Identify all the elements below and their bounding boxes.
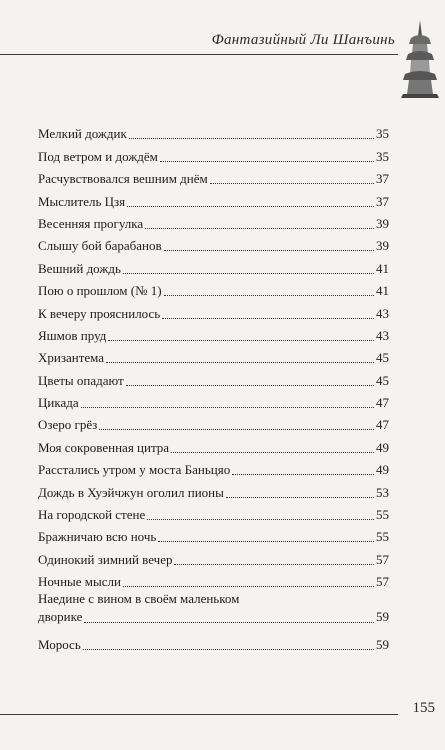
dot-leader <box>232 462 374 475</box>
toc-entry <box>38 545 389 567</box>
dot-leader <box>160 149 374 162</box>
pagoda-ornament-icon <box>401 18 439 98</box>
toc-entry-title: Дождь в Хуэйчжун оголил пионы <box>38 484 224 500</box>
toc-entry <box>38 366 389 388</box>
toc-entry-page: 37 <box>376 171 389 187</box>
dot-leader <box>171 440 374 453</box>
dot-leader <box>84 610 374 623</box>
dot-leader <box>162 306 374 319</box>
dot-leader <box>164 238 374 251</box>
toc-entry-page: 41 <box>376 260 389 276</box>
toc-entry <box>38 501 389 523</box>
dot-leader <box>108 328 374 341</box>
toc-entry-title: Весенняя прогулка <box>38 215 144 231</box>
toc-entry <box>38 568 389 590</box>
toc-entry-title: Морось <box>38 636 81 652</box>
toc-entry-title: Вешний дождь <box>38 260 121 276</box>
toc-entry-page: 45 <box>376 372 389 388</box>
toc-entry-title: Расчувствовался вешним днём <box>38 171 208 187</box>
toc-entry-page: 39 <box>376 238 389 254</box>
toc-entry-page: 41 <box>376 283 389 299</box>
dot-leader <box>106 350 374 363</box>
toc-entry-page: 53 <box>376 484 389 500</box>
toc-entry-title: Озеро грёз <box>38 417 98 433</box>
dot-leader <box>164 283 374 296</box>
toc-entry-title: Яшмов пруд <box>38 327 107 343</box>
toc-entry <box>38 232 389 254</box>
dot-leader <box>99 417 374 430</box>
dot-leader <box>158 529 374 542</box>
toc-entry-title: К вечеру прояснилось <box>38 305 161 321</box>
toc-entry-title: Мыслитель Цзя <box>38 193 126 209</box>
toc-entry-page: 57 <box>376 551 389 567</box>
toc-entry-page: 59 <box>376 609 389 625</box>
toc-entry-page: 37 <box>376 193 389 209</box>
header-rule <box>0 54 398 55</box>
toc-entry-title: Хризантема <box>38 350 105 366</box>
toc-entry-page: 43 <box>376 305 389 321</box>
toc-entry <box>38 254 389 276</box>
toc-entry <box>38 187 389 209</box>
toc-entry-title: Цветы опадают <box>38 372 124 388</box>
toc-entry-page: 35 <box>376 126 389 142</box>
toc-entry <box>38 344 389 366</box>
toc-entry-page: 49 <box>376 462 389 478</box>
toc-entry-title: На городской стене <box>38 507 146 523</box>
toc-entry <box>38 456 389 478</box>
table-of-contents <box>38 120 389 653</box>
toc-entry-page: 49 <box>376 439 389 455</box>
toc-entry <box>38 478 389 500</box>
toc-entry <box>38 299 389 321</box>
footer-rule <box>0 714 398 715</box>
toc-entry-title: Одинокий зимний вечер <box>38 551 173 567</box>
toc-entry-line2 <box>38 608 389 626</box>
dot-leader <box>147 507 374 520</box>
toc-entry-page: 55 <box>376 507 389 523</box>
toc-entry-title: Под ветром и дождём <box>38 148 158 164</box>
toc-entry-title: Слышу бой барабанов <box>38 238 162 254</box>
toc-entry-page: 43 <box>376 327 389 343</box>
toc-entry-title: Ночные мысли <box>38 574 121 590</box>
toc-entry-page: 55 <box>376 529 389 545</box>
toc-entry <box>38 411 389 433</box>
dot-leader <box>174 552 374 565</box>
dot-leader <box>145 216 374 229</box>
toc-entry <box>38 277 389 299</box>
toc-entry <box>38 389 389 411</box>
toc-entry-title: Мелкий дождик <box>38 126 127 142</box>
dot-leader <box>127 194 374 207</box>
page-number: 155 <box>412 700 435 716</box>
dot-leader <box>123 261 374 274</box>
toc-entry <box>38 165 389 187</box>
toc-entry-page: 59 <box>376 636 389 652</box>
toc-entry-page: 45 <box>376 350 389 366</box>
toc-entry <box>38 590 389 630</box>
toc-entry-title: Пою о прошлом (№ 1) <box>38 283 162 299</box>
toc-entry-page: 39 <box>376 215 389 231</box>
toc-entry-title: Бражничаю всю ночь <box>38 529 157 545</box>
toc-entry <box>38 433 389 455</box>
dot-leader <box>123 574 374 587</box>
toc-entry-title-line1: Наедине с вином в своём маленьком <box>38 591 240 607</box>
toc-entry-title: Цикада <box>38 395 79 411</box>
dot-leader <box>226 485 374 498</box>
toc-entry-page: 57 <box>376 574 389 590</box>
toc-entry <box>38 120 389 142</box>
dot-leader <box>83 637 374 650</box>
toc-entry <box>38 142 389 164</box>
toc-entry-title: Расстались утром у моста Баньцяо <box>38 462 231 478</box>
toc-entry-page: 47 <box>376 417 389 433</box>
running-header <box>0 18 445 58</box>
toc-entry <box>38 322 389 344</box>
dot-leader <box>81 395 374 408</box>
toc-entry-page: 35 <box>376 148 389 164</box>
toc-entry-title: Моя сокровенная цитра <box>38 439 170 455</box>
dot-leader <box>126 373 374 386</box>
toc-entry <box>38 210 389 232</box>
running-title: Фантазийный Ли Шанъинь <box>211 32 395 48</box>
dot-leader <box>129 126 374 139</box>
toc-entry-title-line2: дворике <box>38 609 83 625</box>
toc-entry <box>38 630 389 652</box>
toc-entry-page: 47 <box>376 395 389 411</box>
toc-entry <box>38 523 389 545</box>
dot-leader <box>210 171 374 184</box>
